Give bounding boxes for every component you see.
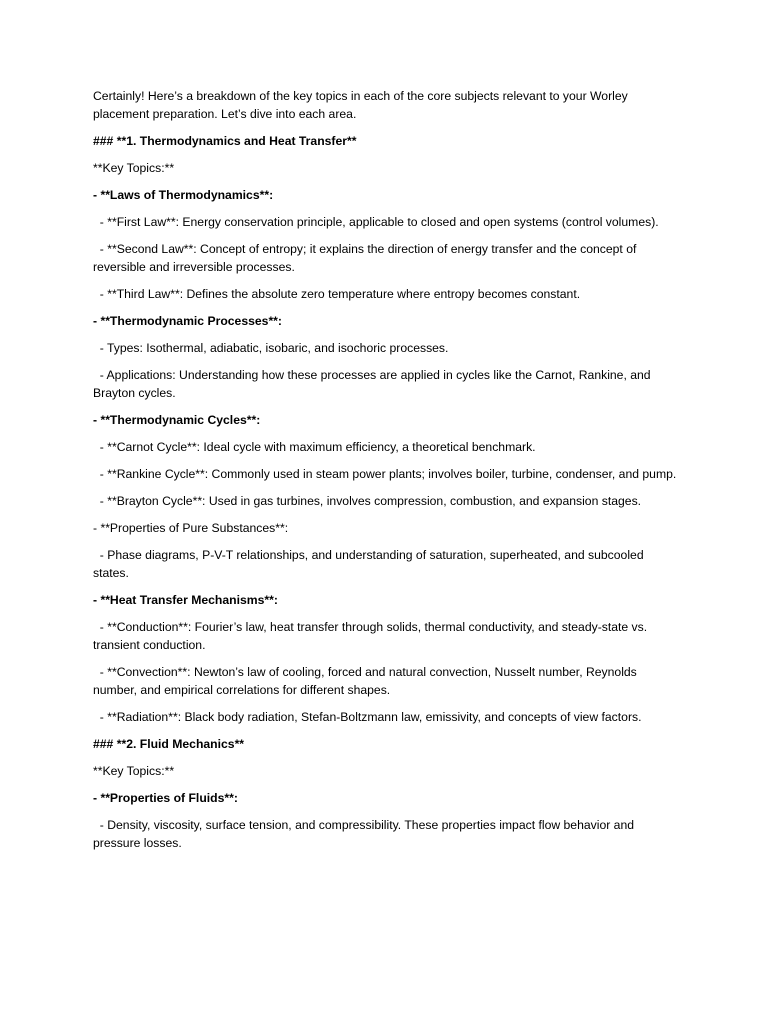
list-item-rankine-cycle: - **Rankine Cycle**: Commonly used in steam power plants; involves boiler, turbine, condenser, and pump. <box>93 467 677 481</box>
list-item-conduction: - **Conduction**: Fourier’s law, heat transfer through solids, thermal conductivity, and steady-state vs. transient conduction. <box>93 620 651 652</box>
topic-heading-pure-substances: - **Properties of Pure Substances**: <box>93 521 289 535</box>
topic-heading-fluid-properties: - **Properties of Fluids**: <box>93 791 238 805</box>
list-item-process-types: - Types: Isothermal, adiabatic, isobaric, and isochoric processes. <box>93 341 449 355</box>
section-heading-fluid-mechanics: ### **2. Fluid Mechanics** <box>93 737 245 751</box>
topic-heading-heat-transfer: - **Heat Transfer Mechanisms**: <box>93 593 278 607</box>
list-item-third-law: - **Third Law**: Defines the absolute zero temperature where entropy becomes constant. <box>93 287 581 301</box>
topic-heading-cycles: - **Thermodynamic Cycles**: <box>93 413 261 427</box>
topic-heading-processes: - **Thermodynamic Processes**: <box>93 314 282 328</box>
list-item-convection: - **Convection**: Newton’s law of cooling, forced and natural convection, Nusselt number, Reynolds number, and empirical correlations for different shapes. <box>93 665 641 697</box>
list-item-second-law: - **Second Law**: Concept of entropy; it explains the direction of energy transfer and the concept of reversible and irreversible processes. <box>93 242 640 274</box>
intro-paragraph: Certainly! Here’s a breakdown of the key topics in each of the core subjects relevant to your Worley placement preparation. Let’s dive into each area. <box>93 89 632 121</box>
list-item-phase-diagrams: - Phase diagrams, P-V-T relationships, and understanding of saturation, superheated, and subcooled states. <box>93 548 647 580</box>
list-item-carnot-cycle: - **Carnot Cycle**: Ideal cycle with maximum efficiency, a theoretical benchmark. <box>93 440 536 454</box>
key-topics-label: **Key Topics:** <box>93 161 175 175</box>
list-item-fluid-properties: - Density, viscosity, surface tension, and compressibility. These properties impact flow behavior and pressure losses. <box>93 818 638 850</box>
section-heading-thermodynamics: ### **1. Thermodynamics and Heat Transfer** <box>93 134 357 148</box>
list-item-process-applications: - Applications: Understanding how these processes are applied in cycles like the Carnot, Rankine, and Brayton cycles. <box>93 368 654 400</box>
document-body <box>93 87 678 861</box>
topic-heading-laws: - **Laws of Thermodynamics**: <box>93 188 274 202</box>
list-item-brayton-cycle: - **Brayton Cycle**: Used in gas turbines, involves compression, combustion, and expansion stages. <box>93 494 642 508</box>
list-item-radiation: - **Radiation**: Black body radiation, Stefan-Boltzmann law, emissivity, and concepts of view factors. <box>93 710 642 724</box>
list-item-first-law: - **First Law**: Energy conservation principle, applicable to closed and open systems (control volumes). <box>93 215 659 229</box>
key-topics-label-fluids: **Key Topics:** <box>93 764 175 778</box>
